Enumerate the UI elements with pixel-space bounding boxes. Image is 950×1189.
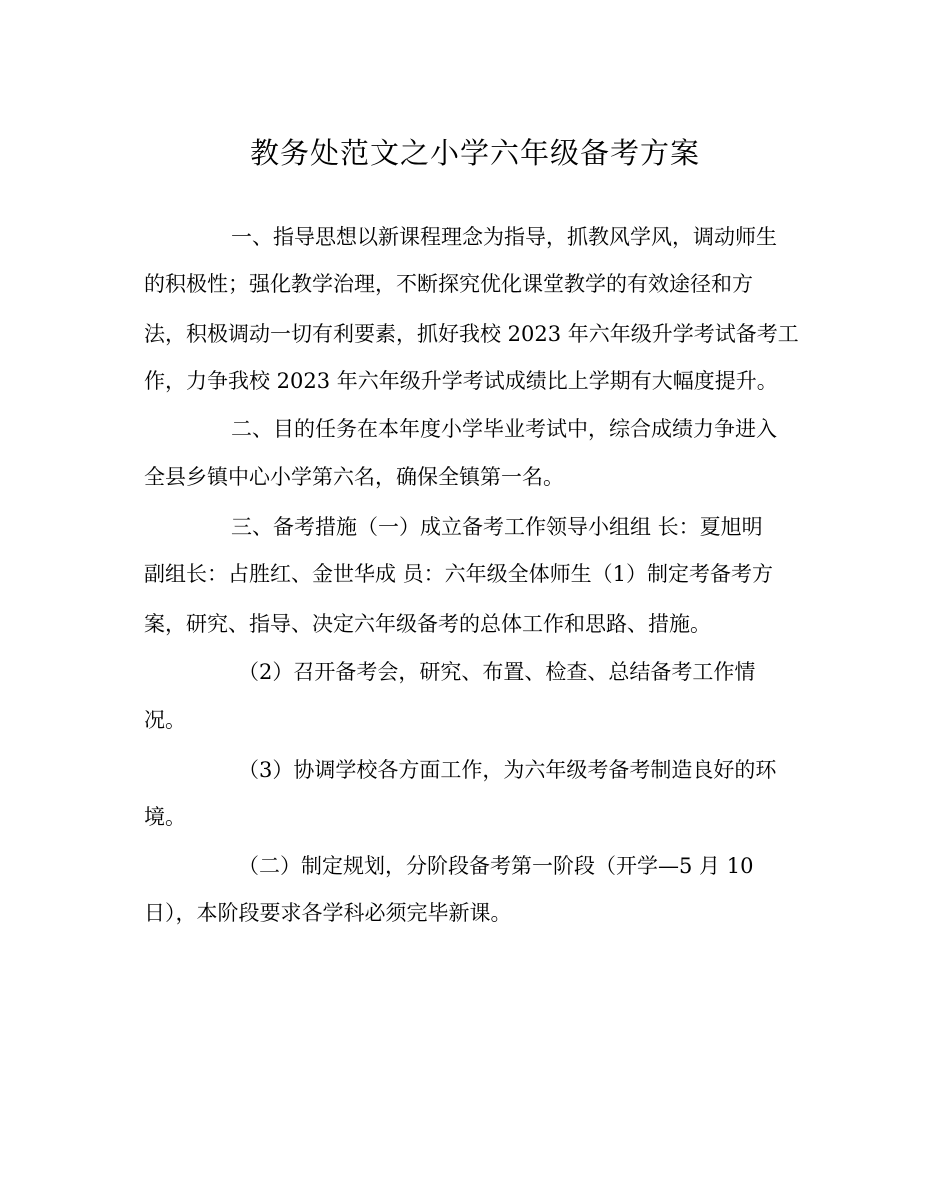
- paragraph-line: 案，研究、指导、决定六年级备考的总体工作和思路、措施。: [144, 612, 711, 636]
- paragraph-line: 法，积极调动一切有利要素，抓好我校 2023 年六年级升学考试备考工: [144, 322, 799, 346]
- paragraph-line: （2）召开备考会，研究、布置、检查、总结备考工作情: [238, 660, 756, 684]
- paragraph-line: （二）制定规划，分阶段备考第一阶段（开学—5 月 10: [238, 854, 754, 878]
- document-title: 教务处范文之小学六年级备考方案: [249, 136, 700, 170]
- paragraph-line: 一、指导思想以新课程理念为指导，抓教风学风，调动师生: [231, 225, 777, 249]
- paragraph-line: 的积极性；强化教学治理，不断探究优化课堂教学的有效途径和方: [144, 272, 753, 296]
- paragraph-line: 作，力争我校 2023 年六年级升学考试成绩比上学期有大幅度提升。: [144, 369, 778, 393]
- paragraph-line: 二、目的任务在本年度小学毕业考试中，综合成绩力争进入: [231, 417, 777, 441]
- paragraph-line: 境。: [144, 805, 186, 829]
- paragraph-line: 三、备考措施（一）成立备考工作领导小组组 长：夏旭明: [231, 515, 763, 539]
- paragraph-line: （3）协调学校各方面工作，为六年级考备考制造良好的环: [238, 758, 777, 782]
- paragraph-line: 副组长：占胜红、金世华成 员：六年级全体师生（1）制定考备考方: [144, 562, 774, 586]
- paragraph-line: 况。: [144, 708, 186, 732]
- paragraph-line: 日），本阶段要求各学科必须完毕新课。: [144, 901, 512, 925]
- paragraph-line: 全县乡镇中心小学第六名，确保全镇第一名。: [144, 465, 564, 489]
